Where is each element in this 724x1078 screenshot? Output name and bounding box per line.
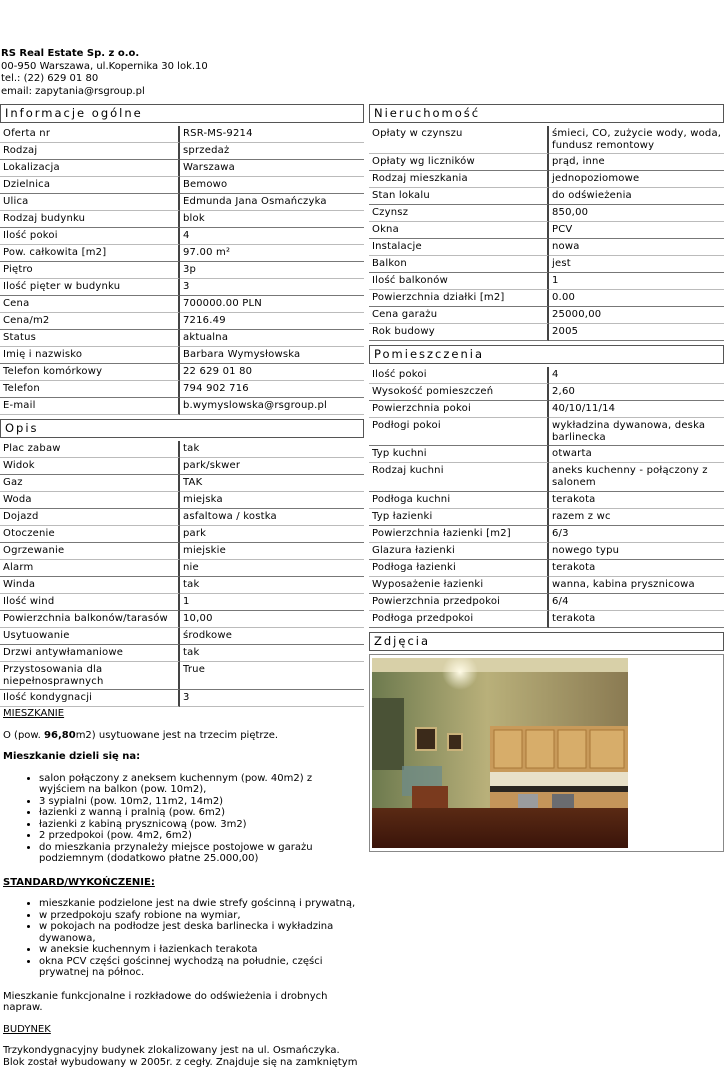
row-rodzaj [0, 143, 364, 160]
field-label: Podłoga przedpokoi [369, 611, 549, 628]
field-label: Powierzchnia łazienki [m2] [369, 526, 549, 543]
section-opis-title: Opis [0, 419, 364, 438]
field-value: 40/10/11/14 [549, 401, 724, 418]
field-label: Piętro [0, 262, 180, 279]
field-label: Cena [0, 296, 180, 313]
row-usytuowanie [0, 628, 364, 645]
field-label: Pow. całkowita [m2] [0, 245, 180, 262]
field-value: PCV [549, 222, 724, 239]
field-value: RSR-MS-9214 [180, 126, 364, 143]
field-value: tak [180, 645, 364, 662]
row-typ-kuchni [369, 446, 724, 463]
row-typ-lazienki [369, 509, 724, 526]
field-label: Opłaty w czynszu [369, 126, 549, 154]
row-imie-i-nazwisko [0, 347, 364, 364]
field-label: Cena garażu [369, 307, 549, 324]
field-label: Balkon [369, 256, 549, 273]
field-label: E-mail [0, 398, 180, 415]
field-label: Dojazd [0, 509, 180, 526]
nieruchomosc-table [369, 126, 724, 341]
right-column [369, 104, 724, 852]
field-value: 7216.49 [180, 313, 364, 330]
field-value: środkowe [180, 628, 364, 645]
section-photos-title: Zdjęcia [369, 632, 724, 651]
field-value: 2,60 [549, 384, 724, 401]
field-value: b.wymyslowska@rsgroup.pl [180, 398, 364, 415]
field-label: Wysokość pomieszczeń [369, 384, 549, 401]
paragraph-area-pre: O (pow. [3, 729, 45, 741]
field-value: TAK [180, 475, 364, 492]
field-value: 6/3 [549, 526, 724, 543]
paragraph-building: Trzykondygnacyjny budynek zlokalizowany jest na ul. Osmańczyka. Blok został wybudowany w 2005r. z cegły. Znajduje się na zamkniętym [3, 1045, 358, 1068]
field-label: Rodzaj [0, 143, 180, 160]
row-oferta-nr [0, 126, 364, 143]
field-label: Powierzchnia działki [m2] [369, 290, 549, 307]
row-ogrzewanie [0, 543, 364, 560]
row-okna [369, 222, 724, 239]
field-label: Wyposażenie łazienki [369, 577, 549, 594]
field-value: śmieci, CO, zużycie wody, woda, fundusz remontowy [549, 126, 724, 154]
description [0, 708, 364, 1068]
kitchen-photo[interactable] [372, 658, 628, 848]
field-label: Przystosowania dla niepełnosprawnych [0, 662, 180, 690]
field-value: Warszawa [180, 160, 364, 177]
field-label: Glazura łazienki [369, 543, 549, 560]
field-value: tak [180, 441, 364, 458]
row-ilosc-pokoi [0, 228, 364, 245]
field-label: Status [0, 330, 180, 347]
field-label: Widok [0, 458, 180, 475]
row-podloga-lazienki [369, 560, 724, 577]
field-value: 6/4 [549, 594, 724, 611]
field-value: wanna, kabina prysznicowa [549, 577, 724, 594]
row-ilosc-pokoi [369, 367, 724, 384]
row-czynsz [369, 205, 724, 222]
field-label: Rodzaj budynku [0, 211, 180, 228]
field-label: Typ kuchni [369, 446, 549, 463]
field-label: Typ łazienki [369, 509, 549, 526]
row-e-mail [0, 398, 364, 415]
row-rodzaj-mieszkania [369, 171, 724, 188]
field-label: Podłoga łazienki [369, 560, 549, 577]
field-label: Ilość pięter w budynku [0, 279, 180, 296]
field-label: Drzwi antywłamaniowe [0, 645, 180, 662]
field-value: nowa [549, 239, 724, 256]
row-powierzchnia-pokoi [369, 401, 724, 418]
field-value: 3 [180, 690, 364, 707]
row-powierzchnia-przedpokoi [369, 594, 724, 611]
field-label: Powierzchnia balkonów/tarasów [0, 611, 180, 628]
field-label: Okna [369, 222, 549, 239]
field-label: Usytuowanie [0, 628, 180, 645]
field-value: terakota [549, 492, 724, 509]
row-gaz [0, 475, 364, 492]
field-value: nowego typu [549, 543, 724, 560]
company-phone: tel.: (22) 629 01 80 [1, 73, 99, 84]
paragraph-area [3, 730, 358, 742]
list-item: • w przedpokoju szafy robione na wymiar, [39, 910, 358, 922]
row-cena [0, 296, 364, 313]
pomieszczenia-table [369, 367, 724, 627]
field-value: 97.00 m² [180, 245, 364, 262]
row-przystosowania-dla-niepelnosprawnych [0, 662, 364, 690]
field-label: Plac zabaw [0, 441, 180, 458]
row-status [0, 330, 364, 347]
field-label: Ilość pokoi [369, 367, 549, 384]
row-pow-calkowita-m2 [0, 245, 364, 262]
field-value: blok [180, 211, 364, 228]
row-pietro [0, 262, 364, 279]
field-label: Telefon komórkowy [0, 364, 180, 381]
row-winda [0, 577, 364, 594]
row-ilosc-balkonow [369, 273, 724, 290]
row-otoczenie [0, 526, 364, 543]
row-telefon [0, 381, 364, 398]
company-email: email: zapytania@rsgroup.pl [1, 85, 145, 97]
list-item: • okna PCV części gościnnej wychodzą na południe, części prywatnej na północ. [39, 956, 358, 979]
row-powierzchnia-lazienki-m2 [369, 526, 724, 543]
field-label: Powierzchnia przedpokoi [369, 594, 549, 611]
field-label: Oferta nr [0, 126, 180, 143]
row-woda [0, 492, 364, 509]
field-label: Telefon [0, 381, 180, 398]
field-value: asfaltowa / kostka [180, 509, 364, 526]
field-value: jednopoziomowe [549, 171, 724, 188]
row-telefon-komorkowy [0, 364, 364, 381]
section-nieruchomosc-title: Nieruchomość [369, 104, 724, 123]
list-item: • salon połączony z aneksem kuchennym (pow. 40m2) z wyjściem na balkon (pow. 10m2), [39, 773, 358, 796]
field-value: jest [549, 256, 724, 273]
heading-mieszkanie: MIESZKANIE [3, 708, 65, 720]
field-label: Alarm [0, 560, 180, 577]
row-wyposazenie-lazienki [369, 577, 724, 594]
heading-budynek: BUDYNEK [3, 1023, 51, 1035]
field-value: 22 629 01 80 [180, 364, 364, 381]
field-label: Podłoga kuchni [369, 492, 549, 509]
field-value: 2005 [549, 324, 724, 341]
row-dojazd [0, 509, 364, 526]
paragraph-area-post: m2) usytuowane jest na trzecim piętrze. [75, 729, 279, 741]
field-label: Imię i nazwisko [0, 347, 180, 364]
row-lokalizacja [0, 160, 364, 177]
company-header [1, 48, 208, 98]
field-value: terakota [549, 560, 724, 577]
row-podlogi-pokoi [369, 418, 724, 446]
row-cena-m2 [0, 313, 364, 330]
row-powierzchnia-dzialki-m2 [369, 290, 724, 307]
section-pomieszczenia-title: Pomieszczenia [369, 345, 724, 364]
row-balkon [369, 256, 724, 273]
row-wysokosc-pomieszczen [369, 384, 724, 401]
row-ilosc-kondygnacji [0, 690, 364, 707]
standard-list [3, 898, 358, 979]
row-glazura-lazienki [369, 543, 724, 560]
field-label: Ilość pokoi [0, 228, 180, 245]
row-plac-zabaw [0, 441, 364, 458]
field-value: wykładzina dywanowa, deska barlinecka [549, 418, 724, 446]
field-value: miejska [180, 492, 364, 509]
field-value: 3 [180, 279, 364, 296]
list-item: • 2 przedpokoi (pow. 4m2, 6m2) [39, 830, 358, 842]
field-label: Czynsz [369, 205, 549, 222]
field-label: Opłaty wg liczników [369, 154, 549, 171]
field-value: Bemowo [180, 177, 364, 194]
list-item: • 3 sypialni (pow. 10m2, 11m2, 14m2) [39, 796, 358, 808]
field-value: miejskie [180, 543, 364, 560]
row-rodzaj-budynku [0, 211, 364, 228]
row-instalacje [369, 239, 724, 256]
row-ilosc-wind [0, 594, 364, 611]
paragraph-area-value: 96,80 [44, 729, 76, 741]
heading-standard-text: STANDARD/WYKOŃCZENIE: [3, 876, 155, 888]
field-value: 3p [180, 262, 364, 279]
general-table [0, 126, 364, 415]
list-item: • mieszkanie podzielone jest na dwie strefy gościnną i prywatną, [39, 898, 358, 910]
row-oplaty-w-czynszu [369, 126, 724, 154]
rooms-list [3, 773, 358, 865]
field-value: aneks kuchenny - połączony z salonem [549, 463, 724, 491]
field-label: Cena/m2 [0, 313, 180, 330]
left-column [0, 104, 364, 1078]
field-label: Lokalizacja [0, 160, 180, 177]
row-drzwi-antywlamaniowe [0, 645, 364, 662]
field-label: Ilość kondygnacji [0, 690, 180, 707]
field-label: Gaz [0, 475, 180, 492]
field-value: do odświeżenia [549, 188, 724, 205]
field-value: terakota [549, 611, 724, 628]
list-item: • łazienki z wanną i pralnią (pow. 6m2) [39, 807, 358, 819]
photo-frame [369, 654, 724, 852]
field-value: True [180, 662, 364, 690]
heading-split [3, 751, 358, 763]
field-value: 794 902 716 [180, 381, 364, 398]
field-label: Rodzaj kuchni [369, 463, 549, 491]
row-podloga-przedpokoi [369, 611, 724, 628]
field-value: park/skwer [180, 458, 364, 475]
list-item: • w aneksie kuchennym i łazienkach terakota [39, 944, 358, 956]
field-value: prąd, inne [549, 154, 724, 171]
row-widok [0, 458, 364, 475]
list-item: • łazienki z kabiną prysznicową (pow. 3m2) [39, 819, 358, 831]
field-value: nie [180, 560, 364, 577]
row-powierzchnia-balkonow-tarasow [0, 611, 364, 628]
field-label: Woda [0, 492, 180, 509]
field-value: 0.00 [549, 290, 724, 307]
field-label: Rok budowy [369, 324, 549, 341]
field-value: aktualna [180, 330, 364, 347]
field-value: otwarta [549, 446, 724, 463]
field-value: park [180, 526, 364, 543]
row-rok-budowy [369, 324, 724, 341]
field-value: 25000,00 [549, 307, 724, 324]
row-ilosc-pieter-w-budynku [0, 279, 364, 296]
heading-standard [3, 877, 358, 889]
field-value: 700000.00 PLN [180, 296, 364, 313]
field-label: Ilość wind [0, 594, 180, 611]
field-value: 1 [180, 594, 364, 611]
field-label: Rodzaj mieszkania [369, 171, 549, 188]
row-dzielnica [0, 177, 364, 194]
field-value: sprzedaż [180, 143, 364, 160]
field-label: Ilość balkonów [369, 273, 549, 290]
company-name: RS Real Estate Sp. z o.o. [1, 48, 140, 59]
field-label: Winda [0, 577, 180, 594]
field-label: Dzielnica [0, 177, 180, 194]
field-value: 4 [180, 228, 364, 245]
row-podloga-kuchni [369, 492, 724, 509]
field-label: Otoczenie [0, 526, 180, 543]
row-alarm [0, 560, 364, 577]
row-oplaty-wg-licznikow [369, 154, 724, 171]
field-value: 10,00 [180, 611, 364, 628]
row-ulica [0, 194, 364, 211]
field-value: 1 [549, 273, 724, 290]
field-label: Stan lokalu [369, 188, 549, 205]
field-value: 850,00 [549, 205, 724, 222]
heading-split-text: Mieszkanie dzieli się na: [3, 751, 141, 763]
field-label: Powierzchnia pokoi [369, 401, 549, 418]
field-value: tak [180, 577, 364, 594]
company-address: 00-950 Warszawa, ul.Kopernika 30 lok.10 [1, 60, 208, 72]
row-cena-garazu [369, 307, 724, 324]
field-value: Barbara Wymysłowska [180, 347, 364, 364]
field-value: Edmunda Jana Osmańczyka [180, 194, 364, 211]
field-label: Instalacje [369, 239, 549, 256]
field-label: Ogrzewanie [0, 543, 180, 560]
field-value: razem z wc [549, 509, 724, 526]
opis-table [0, 441, 364, 707]
paragraph-condition: Mieszkanie funkcjonalne i rozkładowe do odświeżenia i drobnych napraw. [3, 990, 328, 1014]
row-rodzaj-kuchni [369, 463, 724, 491]
row-stan-lokalu [369, 188, 724, 205]
field-label: Podłogi pokoi [369, 418, 549, 446]
list-item: • do mieszkania przynależy miejsce postojowe w garażu podziemnym (dodatkowo płatne 25.000,00) [39, 842, 358, 865]
list-item: • w pokojach na podłodze jest deska barlinecka i wykładzina dywanowa, [39, 921, 358, 944]
field-value: 4 [549, 367, 724, 384]
field-label: Ulica [0, 194, 180, 211]
section-general-title: Informacje ogólne [0, 104, 364, 123]
